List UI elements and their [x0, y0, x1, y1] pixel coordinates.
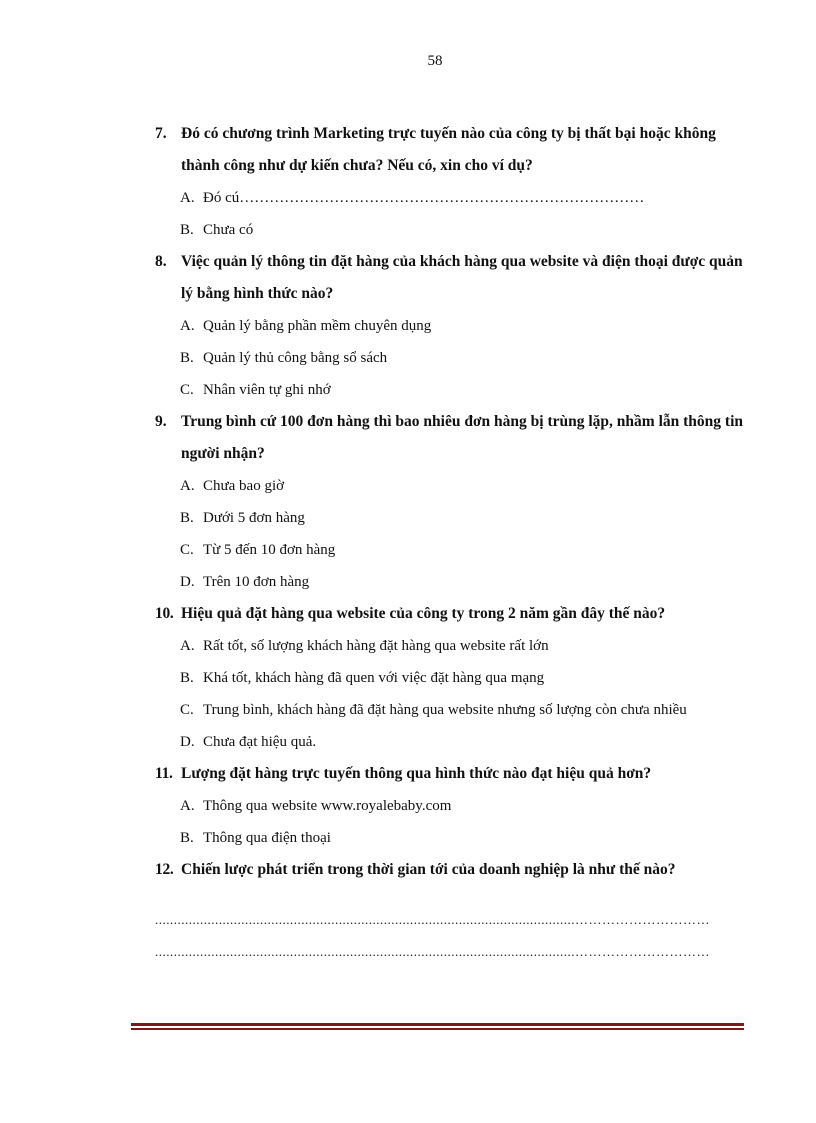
- question-text: Đó có chương trình Marketing trực tuyến nào của công ty bị thất bại hoặc không thành công như dự kiến chưa? Nếu có, xin cho ví dụ?: [181, 125, 716, 174]
- option-letter: A.: [180, 318, 195, 334]
- option-8a: [155, 310, 745, 342]
- option-11a: [155, 790, 745, 822]
- option-7a: [155, 182, 745, 214]
- option-letter: A.: [180, 190, 195, 206]
- answer-line: ................................................................................................................…………………………: [155, 912, 710, 927]
- option-7b: [155, 214, 745, 246]
- option-text: Quản lý thủ công bằng sổ sách: [203, 350, 388, 366]
- option-letter: D.: [180, 734, 195, 750]
- page-number: 58: [427, 53, 443, 69]
- option-letter: C.: [180, 702, 194, 718]
- question-text: Việc quản lý thông tin đặt hàng của khách hàng qua website và điện thoại được quản lý bằng hình thức nào?: [181, 253, 743, 302]
- question-10: [155, 598, 745, 630]
- question-number: 12.: [155, 861, 174, 878]
- option-10c: [155, 694, 745, 726]
- option-text: Khá tốt, khách hàng đã quen với việc đặt hàng qua mạng: [203, 670, 545, 686]
- option-text: Dưới 5 đơn hàng: [203, 510, 305, 526]
- option-text: Chưa bao giờ: [203, 478, 285, 494]
- question-9: [155, 406, 745, 470]
- option-10a: [155, 630, 745, 662]
- option-letter: B.: [180, 830, 194, 846]
- option-text: Từ 5 đến 10 đơn hàng: [203, 542, 336, 558]
- question-7: [155, 118, 745, 182]
- question-12: [155, 854, 745, 886]
- option-text: Trung bình, khách hàng đã đặt hàng qua website nhưng số lượng còn chưa nhiều: [203, 702, 687, 718]
- option-9a: [155, 470, 745, 502]
- option-8c: [155, 374, 745, 406]
- answer-gap: [155, 886, 745, 904]
- option-letter: B.: [180, 350, 194, 366]
- option-9b: [155, 502, 745, 534]
- option-letter: B.: [180, 510, 194, 526]
- question-number: 7.: [155, 125, 167, 142]
- option-text: Đó cú………………………………………………………………………: [203, 190, 645, 206]
- question-text: Lượng đặt hàng trực tuyến thông qua hình thức nào đạt hiệu quả hơn?: [181, 765, 652, 782]
- question-number: 11.: [155, 765, 173, 782]
- option-letter: A.: [180, 798, 195, 814]
- question-text: Trung bình cứ 100 đơn hàng thì bao nhiêu đơn hàng bị trùng lặp, nhầm lẫn thông tin người nhận?: [181, 413, 743, 462]
- option-8b: [155, 342, 745, 374]
- option-text: Thông qua website www.royalebaby.com: [203, 798, 452, 814]
- option-text: Thông qua điện thoại: [203, 830, 331, 846]
- option-letter: B.: [180, 222, 194, 238]
- option-text: Chưa đạt hiệu quả.: [203, 734, 317, 750]
- question-number: 10.: [155, 605, 174, 622]
- question-number: 9.: [155, 413, 167, 430]
- question-number: 8.: [155, 253, 167, 270]
- question-text: Chiến lược phát triển trong thời gian tới của doanh nghiệp là như thế nào?: [181, 861, 676, 878]
- option-letter: B.: [180, 670, 194, 686]
- option-11b: [155, 822, 745, 854]
- option-text: Nhân viên tự ghi nhớ: [203, 382, 331, 398]
- option-text: Trên 10 đơn hàng: [203, 574, 310, 590]
- option-text: Rất tốt, số lượng khách hàng đặt hàng qua website rất lớn: [203, 638, 549, 654]
- question-11: [155, 758, 745, 790]
- option-letter: D.: [180, 574, 195, 590]
- option-9d: [155, 566, 745, 598]
- option-10b: [155, 662, 745, 694]
- option-letter: C.: [180, 542, 194, 558]
- footer-divider: [131, 1023, 744, 1030]
- option-10d: [155, 726, 745, 758]
- option-9c: [155, 534, 745, 566]
- question-text: Hiệu quả đặt hàng qua website của công ty trong 2 năm gần đây thế nào?: [181, 605, 666, 622]
- option-letter: C.: [180, 382, 194, 398]
- question-8: [155, 246, 745, 310]
- option-text: Chưa có: [203, 222, 254, 238]
- answer-line: ................................................................................................................…………………………: [155, 944, 710, 959]
- questionnaire: [155, 118, 745, 968]
- option-text: Quản lý bằng phần mềm chuyên dụng: [203, 318, 432, 334]
- option-letter: A.: [180, 478, 195, 494]
- option-letter: A.: [180, 638, 195, 654]
